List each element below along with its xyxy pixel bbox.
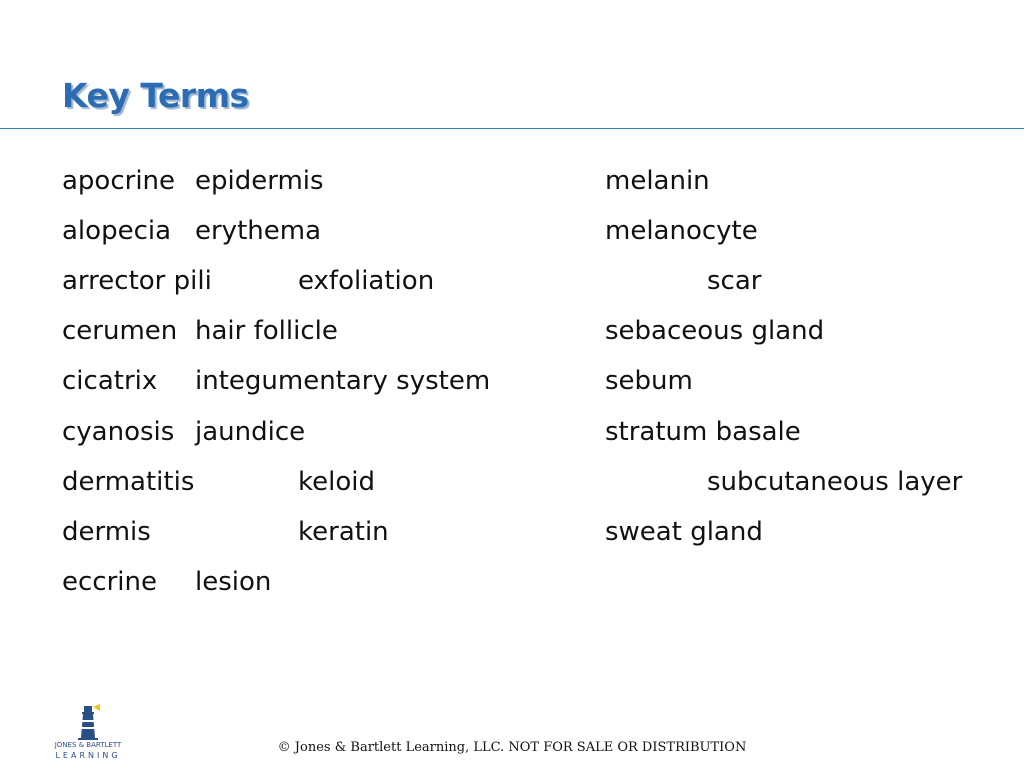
term-apocrine: apocrine [62,166,176,196]
term-melanocyte: melanocyte [605,216,758,246]
term-keloid: keloid [298,467,375,497]
term-dermis: dermis [62,517,151,547]
term-erythema: erythema [195,216,322,246]
term-eccrine: eccrine [62,567,157,597]
term-alopecia: alopecia [62,216,172,246]
term-epidermis: epidermis [195,166,324,196]
term-cerumen: cerumen [62,316,178,346]
term-jaundice: jaundice [195,417,306,447]
lighthouse-icon [52,703,124,741]
term-scar: scar [707,266,762,296]
term-hair-follicle: hair follicle [195,316,338,346]
term-sweat-gland: sweat gland [605,517,763,547]
logo-text-brand: JONES & BARTLETT [54,741,122,749]
term-stratum-basale: stratum basale [605,417,801,447]
title-divider [0,128,1024,129]
term-exfoliation: exfoliation [298,266,435,296]
slide-title: Key Terms [62,76,249,115]
term-lesion: lesion [195,567,272,597]
term-melanin: melanin [605,166,710,196]
term-sebum: sebum [605,366,693,396]
term-cyanosis: cyanosis [62,417,175,447]
term-sebaceous-gland: sebaceous gland [605,316,825,346]
term-arrector-pili: arrector pili [62,266,212,296]
term-keratin: keratin [298,517,389,547]
term-subcutaneous-layer: subcutaneous layer [707,467,963,497]
term-integumentary-system: integumentary system [195,366,491,396]
copyright-footer: © Jones & Bartlett Learning, LLC. NOT FOR SALE OR DISTRIBUTION [277,740,747,755]
term-dermatitis: dermatitis [62,467,195,497]
term-cicatrix: cicatrix [62,366,158,396]
logo-text-learning: LEARNING [55,751,121,760]
